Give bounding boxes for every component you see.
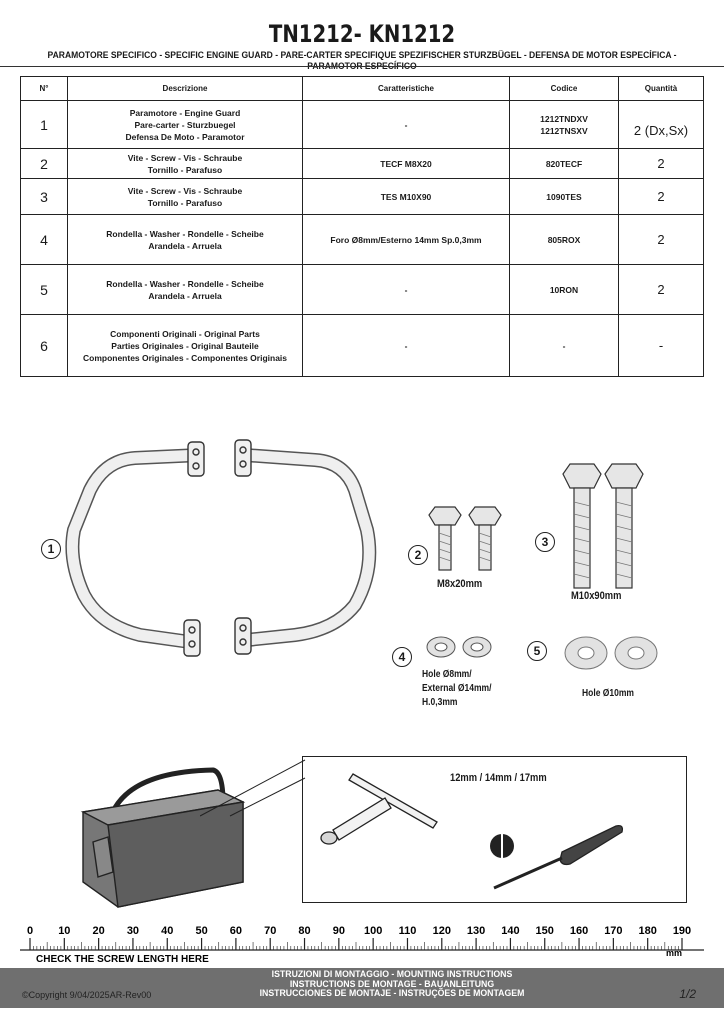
- ruler-tick-label: 40: [161, 925, 174, 937]
- ruler-tick-label: 180: [638, 925, 657, 937]
- ruler-tick-label: 20: [92, 925, 105, 937]
- ruler-tick-label: 90: [332, 925, 345, 937]
- ruler-tick-label: 150: [535, 925, 554, 937]
- document-title: TN1212- KN1212: [268, 20, 456, 48]
- copyright: ©Copyright 9/04/2025AR-Rev00: [22, 990, 152, 1000]
- ruler-tick-label: 70: [264, 925, 277, 937]
- row-quantity: 2: [619, 179, 704, 215]
- ruler-tick-label: 30: [126, 925, 140, 937]
- callout-5: 5: [527, 641, 547, 661]
- document-subtitle: PARAMOTORE SPECIFICO - SPECIFIC ENGINE GUARD - PARE-CARTER SPECIFIQUE SPEZIFISCHER STURZBÜGEL - DEFENSA DE MOTOR ESPECÍFICA -: [47, 50, 677, 61]
- washer-10mm-label: Hole Ø10mm: [582, 688, 634, 699]
- footer-line: INSTRUCTIONS DE MONTAGE - BAUANLEITUNG: [289, 978, 495, 990]
- page-number: 1/2: [679, 987, 696, 1001]
- description-line: Vite - Screw - Vis - Schraube: [127, 185, 243, 196]
- ruler-ticks: [27, 925, 691, 950]
- row-quantity: -: [619, 315, 704, 377]
- row-code: 10RON: [510, 265, 619, 315]
- row-quantity: 2 (Dx,Sx): [619, 101, 704, 149]
- col-header-number: N°: [21, 77, 68, 101]
- ruler-tick-label: 50: [195, 925, 208, 937]
- measuring-ruler: [20, 920, 704, 968]
- washer-8mm-label-line: H.0,3mm: [422, 697, 458, 708]
- code-line: 1212TNSXV: [540, 125, 588, 136]
- row-code: [510, 101, 619, 149]
- callout-1: 1: [41, 539, 61, 559]
- ruler-tick-label: 10: [58, 925, 71, 937]
- row-number: 2: [21, 149, 68, 179]
- row-description: [68, 149, 303, 179]
- socket-wrench-icon: [315, 770, 440, 855]
- ruler-tick-label: 0: [26, 925, 34, 937]
- row-number: 4: [21, 215, 68, 265]
- ruler-tick-label: 100: [363, 925, 383, 937]
- connector-line: [200, 758, 310, 818]
- ruler-tick-label: 190: [672, 925, 692, 937]
- description-line: Pare-carter - Sturzbuegel: [134, 119, 236, 130]
- col-header-code: Codice: [510, 77, 619, 101]
- ruler-tick-label: 80: [298, 925, 311, 937]
- ruler-tick-label: 60: [229, 925, 243, 937]
- table-row: [21, 315, 704, 377]
- row-features: TES M10X90: [303, 179, 510, 215]
- header-rule: [0, 66, 724, 67]
- description-line: Paramotore - Engine Guard: [129, 107, 241, 118]
- description-line: Rondella - Washer - Rondelle - Scheibe: [106, 228, 264, 239]
- ruler-tick-label: 120: [432, 925, 451, 937]
- table-header-row: [21, 77, 704, 101]
- callout-3: 3: [535, 532, 555, 552]
- row-description: [68, 265, 303, 315]
- check-screw-label: CHECK THE SCREW LENGTH HERE: [36, 954, 209, 965]
- description-line: Tornillo - Parafuso: [147, 197, 223, 208]
- washer-8mm-label: [422, 668, 491, 710]
- footer-line: ISTRUZIONI DI MONTAGGIO - MOUNTING INSTRUCTIONS: [271, 969, 513, 980]
- row-features: TECF M8X20: [303, 149, 510, 179]
- row-quantity: 2: [619, 149, 704, 179]
- description-line: Arandela - Arruela: [148, 240, 222, 251]
- washer-8mm-label-line: External Ø14mm/: [422, 683, 492, 694]
- table-row: [21, 215, 704, 265]
- ruler-tick-label: 130: [466, 925, 486, 937]
- description-line: Componenti Originali - Original Parts: [110, 328, 260, 339]
- row-description: [68, 315, 303, 377]
- description-line: Arandela - Arruela: [148, 290, 222, 301]
- ruler-tick-label: 160: [569, 925, 589, 937]
- row-description: [68, 215, 303, 265]
- description-line: Componentes Originales - Componentes Originais: [82, 352, 288, 363]
- row-features: -: [303, 265, 510, 315]
- ruler-tick-label: 110: [398, 925, 417, 937]
- row-number: 6: [21, 315, 68, 377]
- row-quantity: 2: [619, 215, 704, 265]
- footer-instructions: [215, 970, 568, 999]
- callout-4: 4: [392, 647, 412, 667]
- description-line: Vite - Screw - Vis - Schraube: [127, 152, 243, 163]
- ruler-tick-label: 140: [501, 925, 520, 937]
- row-quantity: 2: [619, 265, 704, 315]
- ruler-tick-label: 170: [604, 925, 623, 937]
- table-row: [21, 149, 704, 179]
- description-line: Tornillo - Parafuso: [147, 164, 223, 175]
- row-code: 805ROX: [510, 215, 619, 265]
- row-description: [68, 101, 303, 149]
- m8-screws-illustration: [425, 505, 505, 575]
- table-row: [21, 101, 704, 149]
- row-description: [68, 179, 303, 215]
- row-features: -: [303, 101, 510, 149]
- row-features: Foro Ø8mm/Esterno 14mm Sp.0,3mm: [303, 215, 510, 265]
- row-features: -: [303, 315, 510, 377]
- table-row: [21, 179, 704, 215]
- row-code: 820TECF: [510, 149, 619, 179]
- row-code: -: [510, 315, 619, 377]
- col-header-quantity: Quantità: [619, 77, 704, 101]
- parts-table: [20, 76, 704, 377]
- row-number: 1: [21, 101, 68, 149]
- washer-10mm-illustration: [562, 632, 662, 674]
- ruler-unit: mm: [666, 948, 683, 958]
- washer-8mm-label-line: Hole Ø8mm/: [422, 669, 472, 680]
- description-line: Parties Originales - Original Bauteile: [111, 340, 259, 351]
- m10-screws-illustration: [560, 462, 650, 590]
- table-row: [21, 265, 704, 315]
- wrench-sizes-label: 12mm / 14mm / 17mm: [450, 772, 547, 784]
- row-code: 1090TES: [510, 179, 619, 215]
- col-header-description: Descrizione: [68, 77, 303, 101]
- callout-2: 2: [408, 545, 428, 565]
- description-line: Defensa De Moto - Paramotor: [125, 131, 245, 142]
- description-line: Rondella - Washer - Rondelle - Scheibe: [106, 278, 264, 289]
- code-line: 1212TNDXV: [540, 113, 588, 124]
- footer-line: INSTRUCCIONES DE MONTAJE - INSTRUÇÕES DE MONTAGEM: [259, 988, 525, 999]
- col-header-features: Caratteristiche: [303, 77, 510, 101]
- washer-8mm-illustration: [425, 632, 497, 662]
- m8-screw-label: M8x20mm: [437, 578, 483, 590]
- m10-screw-label: M10x90mm: [571, 590, 622, 602]
- row-number: 3: [21, 179, 68, 215]
- screwdriver-icon: [488, 822, 628, 894]
- row-number: 5: [21, 265, 68, 315]
